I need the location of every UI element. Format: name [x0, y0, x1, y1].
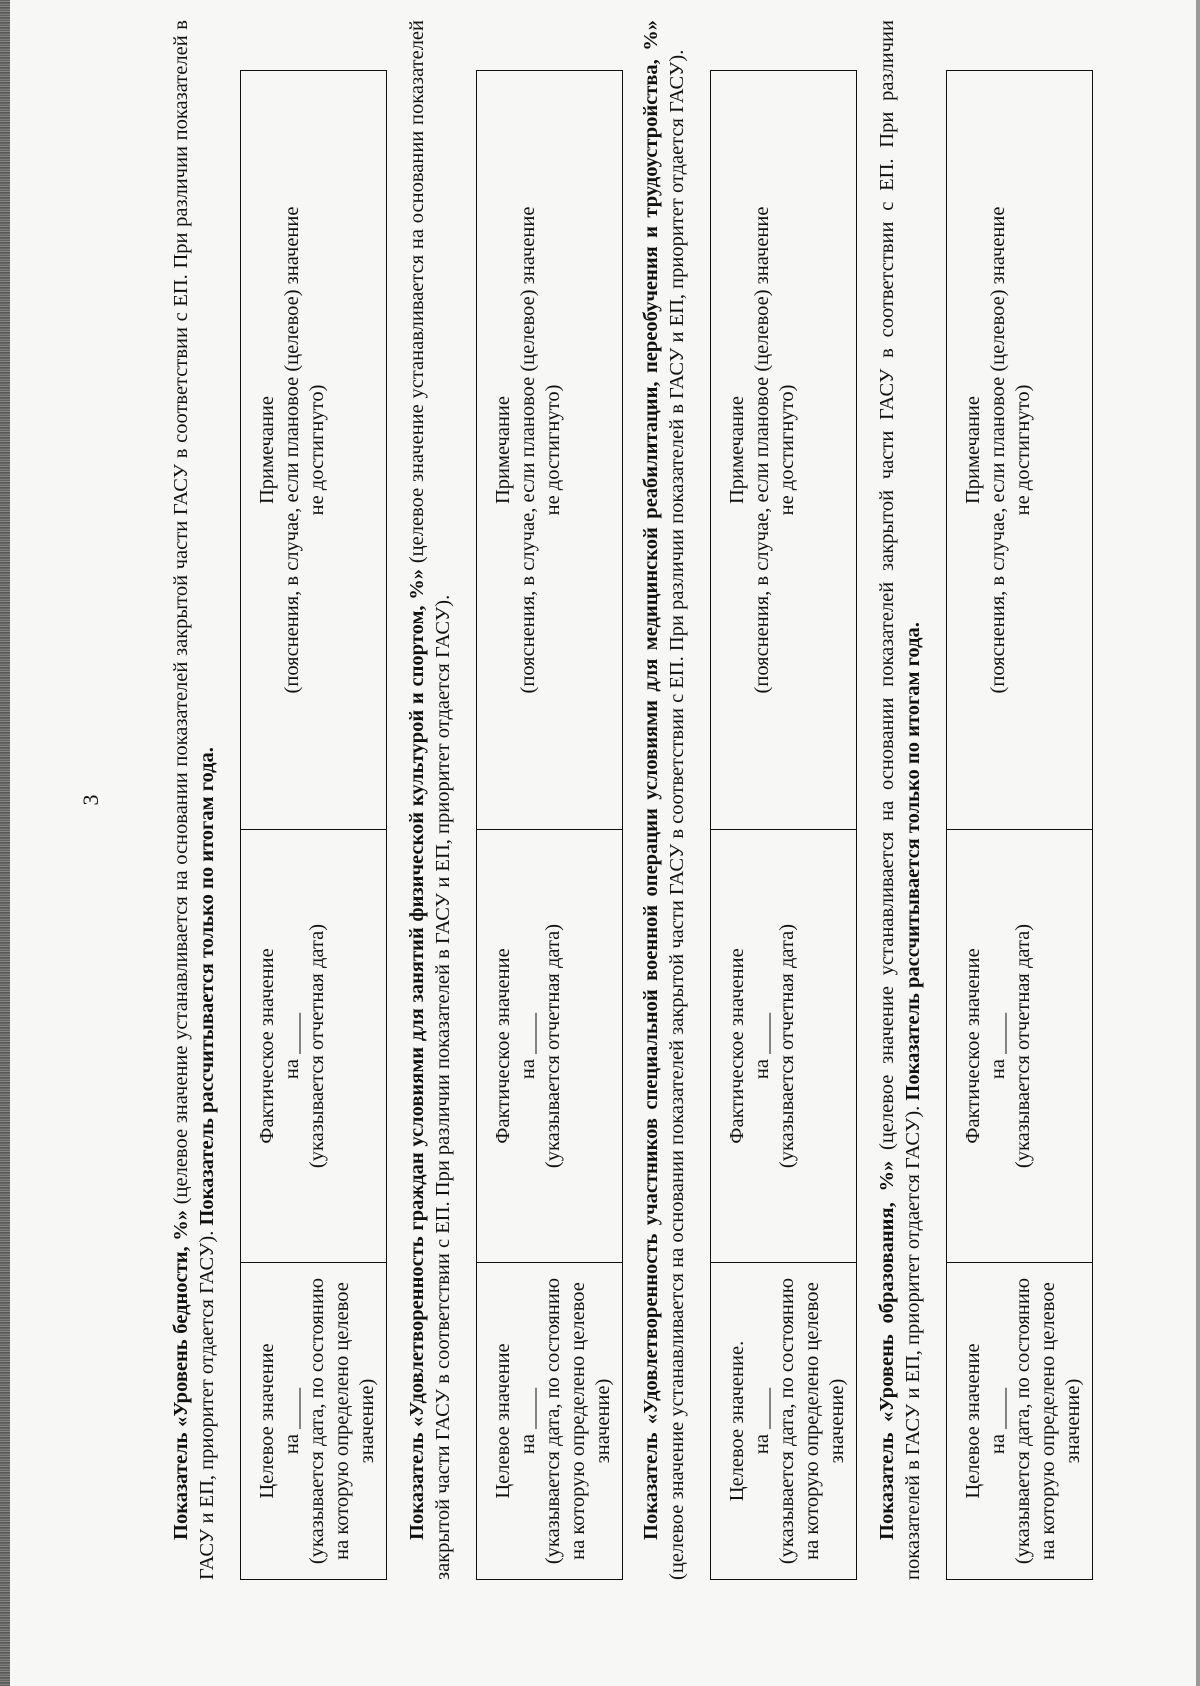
- indicator-section: [404, 20, 623, 1580]
- note-cell: Примечание (пояснения, в случае, если плановое (целевое) значение не достигнуто): [711, 71, 857, 830]
- indicator-section: [874, 20, 1093, 1580]
- indicator-table: [946, 70, 1093, 1580]
- indicator-section: [168, 20, 387, 1580]
- note-cell: Примечание (пояснения, в случае, если плановое (целевое) значение не достигнуто): [241, 71, 387, 830]
- indicator-description: [638, 20, 690, 1580]
- indicator-note-bold: Показатель рассчитывается только по итогам года.: [902, 622, 924, 1101]
- actual-value-cell: Фактическое значение на ____ (указывается отчетная дата): [241, 830, 387, 1263]
- indicator-title: Показатель «Уровень бедности, %»: [170, 1209, 192, 1540]
- indicator-table: [240, 70, 387, 1580]
- target-value-cell: Целевое значение на ____ (указывается дата, по состоянию на которую определено целевое значение): [241, 1263, 387, 1580]
- target-value-cell: Целевое значение на ____ (указывается дата, по состоянию на которую определено целевое значение): [477, 1263, 623, 1580]
- indicator-description: [404, 20, 456, 1580]
- target-value-cell: Целевое значение. на ____ (указывается дата, по состоянию на которую определено целевое значение): [711, 1263, 857, 1580]
- indicator-text: (целевое значение устанавливается на основании показателей закрытой части ГАСУ в соответствии с ЕП. При различии показателей в ГАСУ и ЕП, приоритет отдается ГАСУ).: [170, 20, 218, 1580]
- indicator-title: Показатель «Удовлетворенность граждан условиями для занятий физической культурой и спортом, %»: [406, 568, 428, 1540]
- scan-edge: [0, 0, 10, 1686]
- indicator-note-bold: Показатель рассчитывается только по итогам года.: [196, 747, 218, 1226]
- actual-value-cell: Фактическое значение на ____ (указывается отчетная дата): [711, 830, 857, 1263]
- actual-value-cell: Фактическое значение на ____ (указывается отчетная дата): [477, 830, 623, 1263]
- scan-edge: [1196, 0, 1200, 1686]
- indicator-table: [476, 70, 623, 1580]
- indicator-text: (целевое значение устанавливается на основании показателей закрытой части ГАСУ в соответствии с ЕП. При различии показателей в ГАСУ и ЕП, приоритет отдается ГАСУ).: [666, 49, 688, 1580]
- indicator-text: (целевое значение устанавливается на основании показателей закрытой части ГАСУ в соответствии с ЕП. При различии показателей в ГАСУ и ЕП, приоритет отдается ГАСУ).: [406, 19, 454, 1580]
- document-page: [78, 19, 1188, 1580]
- actual-value-cell: Фактическое значение на ____ (указывается отчетная дата): [947, 830, 1093, 1263]
- indicator-section: [638, 20, 857, 1580]
- indicator-table: [710, 70, 857, 1580]
- indicator-title: Показатель «Удовлетворенность участников специальной военной операции условиями для медицинской реабилитации, переобучения и трудоустройства, %»: [640, 20, 662, 1540]
- indicator-description: [168, 20, 220, 1580]
- note-cell: Примечание (пояснения, в случае, если плановое (целевое) значение не достигнуто): [947, 71, 1093, 830]
- page-number: 3: [78, 794, 103, 806]
- target-value-cell: Целевое значение на ____ (указывается дата, по состоянию на которую определено целевое значение): [947, 1263, 1093, 1580]
- indicator-title: Показатель «Уровень образования, %»: [876, 1160, 898, 1540]
- indicator-text: (целевое значение устанавливается на основании показателей закрытой части ГАСУ в соответствии с ЕП. При различии показателей в ГАСУ и ЕП, приоритет отдается ГАСУ).: [876, 20, 924, 1580]
- indicator-description: [874, 20, 926, 1580]
- note-cell: Примечание (пояснения, в случае, если плановое (целевое) значение не достигнуто): [477, 71, 623, 830]
